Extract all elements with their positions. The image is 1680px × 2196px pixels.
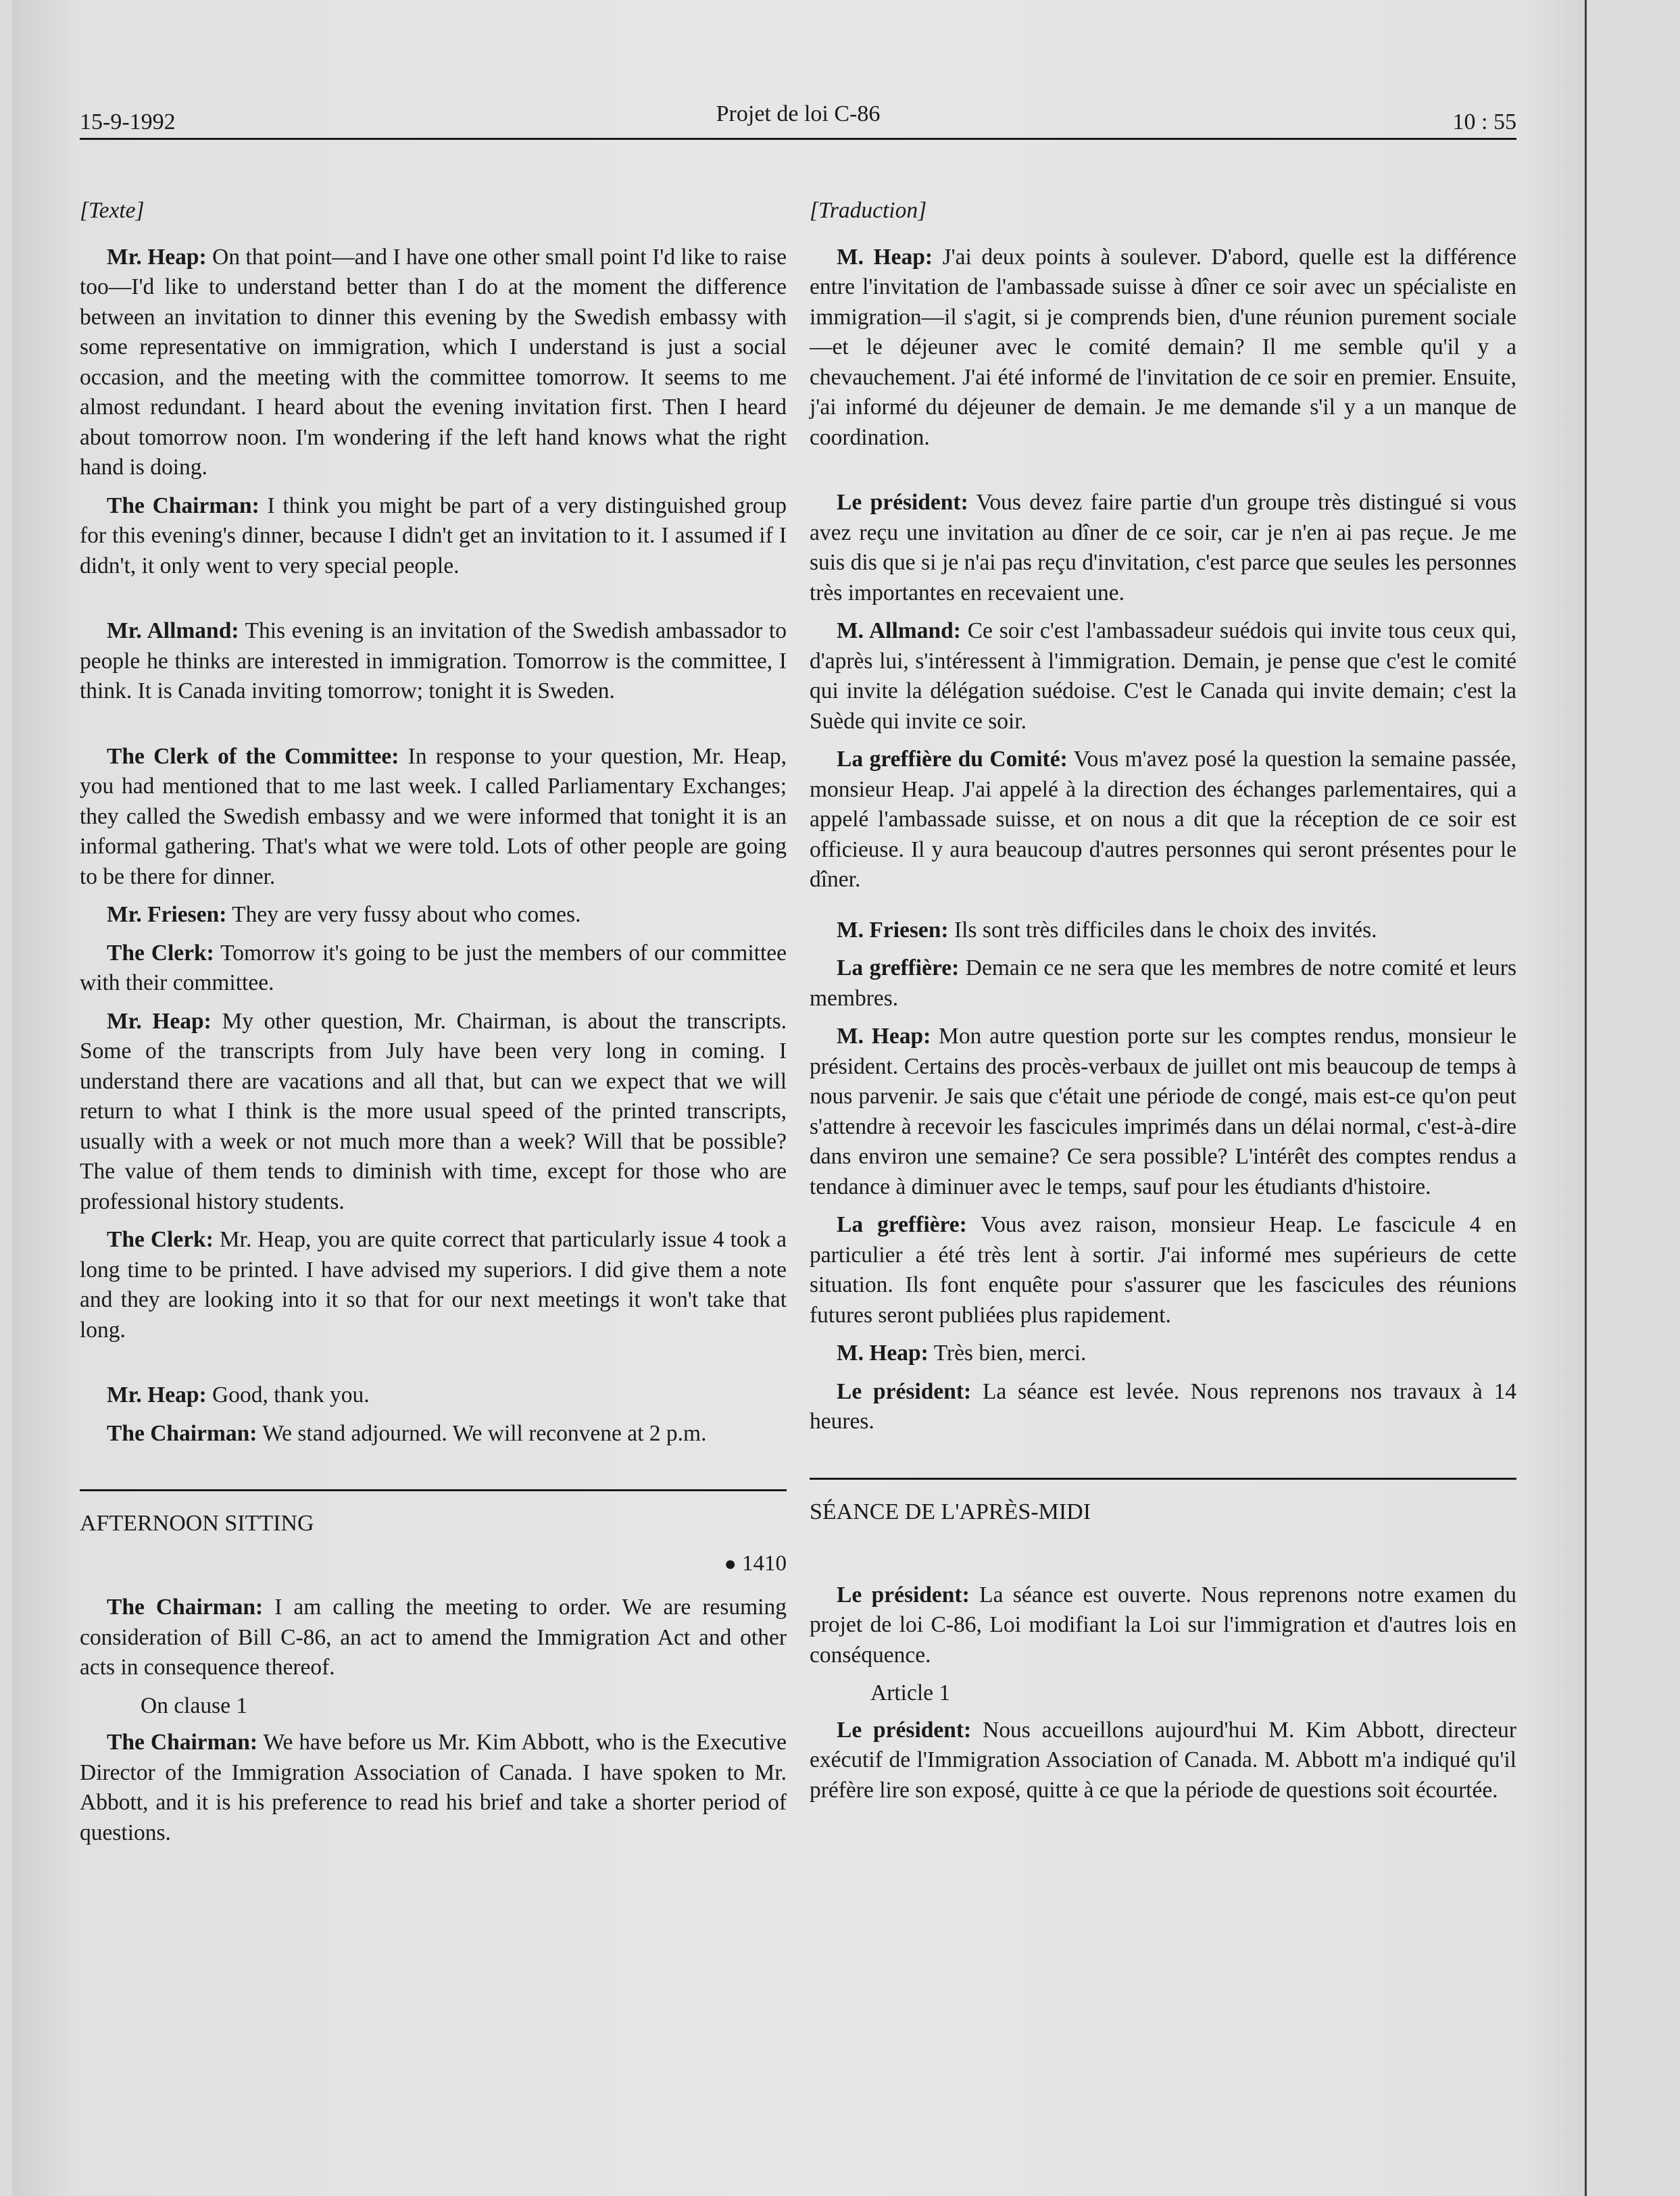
paragraph — [80, 616, 787, 707]
language-tag: [Texte] — [80, 198, 145, 223]
speaker-name: Le président: — [837, 1378, 972, 1404]
page-header — [80, 101, 1516, 142]
page-edge-line — [1585, 0, 1587, 2196]
speaker-name: Mr. Heap: — [107, 1008, 212, 1034]
speech-text: La séance est levée. Nous reprenons nos travaux à 14 heures. — [810, 1378, 1516, 1434]
speech-text: Vous devez faire partie d'un groupe très distingué si vous avez reçu une invitation au dîner de ce soir, car je n'en ai pas reçue. Je me suis dis que si je n'ai pas reçu d'invitation, c'est parce que seules les personnes très importantes en recevaient une. — [810, 490, 1516, 605]
speaker-name: Mr. Heap: — [107, 1382, 207, 1407]
speaker-name: La greffière: — [837, 955, 960, 980]
speech-text: We have before us Mr. Kim Abbott, who is the Executive Director of the Immigration Association of Canada. I have spoken to Mr. Abbott, and it is his preference to read his brief and take a shorter period of questions. — [80, 1730, 787, 1845]
section-heading: AFTERNOON SITTING — [80, 1511, 314, 1536]
paragraph — [810, 1377, 1516, 1437]
speech-text: Vous m'avez posé la question la semaine passée, monsieur Heap. J'ai appelé à la direction des échanges parlementaires, qui a appelé l'ambassade suisse, et on nous a dit que la réception de ce soir est officieuse. Il y aura beaucoup d'autres personnes qui seront présentes pour le dîner. — [810, 747, 1516, 892]
paragraph — [810, 953, 1516, 1014]
paragraph — [80, 491, 787, 582]
speaker-name: M. Friesen: — [837, 917, 949, 943]
french-column — [810, 196, 1516, 1814]
paragraph — [810, 488, 1516, 608]
speaker-name: M. Heap: — [837, 1341, 929, 1366]
speaker-name: Le président: — [837, 490, 968, 515]
speech-text: This evening is an invitation of the Swedish ambassador to people he thinks are interested in immigration. Tomorrow is the committee, I think. It is Canada inviting tomorrow; tonight it is Sweden. — [80, 618, 787, 703]
header-rule — [80, 138, 1516, 140]
section-heading: SÉANCE DE L'APRÈS-MIDI — [810, 1499, 1091, 1524]
speech-text: Nous accueillons aujourd'hui M. Kim Abbott, directeur exécutif de l'Immigration Association of Canada. M. Abbott m'a indiqué qu'il préfère lire son exposé, quitte à ce que la période de questions soit écourtée. — [810, 1717, 1517, 1803]
speech-text: I think you might be part of a very distinguished group for this evening's dinner, because I didn't get an invitation to it. I assumed if I didn't, it only went to very special people. — [80, 493, 787, 578]
speaker-name: M. Heap: — [837, 244, 933, 270]
header-title: Projet de loi C-86 — [716, 101, 881, 126]
header-page-number: 10 : 55 — [1452, 109, 1516, 134]
speech-text: Tomorrow it's going to be just the members of our committee with their committee. — [80, 940, 787, 995]
time-marker — [80, 1549, 787, 1580]
speaker-name: Le président: — [837, 1582, 970, 1607]
speech-text: Vous avez raison, monsieur Heap. Le fascicule 4 en particulier a été très lent à sortir. J'ai informé mes supérieurs de cette situation. Ils font enquête pour s'assurer que les fascicules des réunions futures seront publiées plus rapidement. — [810, 1212, 1516, 1328]
speech-text: I am calling the meeting to order. We are resuming consideration of Bill C-86, an act to amend the Immigration Act and other acts in consequence thereof. — [80, 1595, 787, 1680]
speaker-name: The Chairman: — [107, 1595, 264, 1620]
speech-text: My other question, Mr. Chairman, is about the transcripts. Some of the transcripts from July have been very long in coming. I understand there are vacations and all that, but can we expect that we will return to what I think is the more usual speed of the printed transcripts, usually with a week or not much more than a week? Will that be possible? The value of them tends to diminish with time, except for those who are professional history students. — [80, 1008, 787, 1214]
speaker-name: Le président: — [837, 1717, 972, 1743]
speech-text: Demain ce ne sera que les membres de notre comité et leurs membres. — [810, 955, 1516, 1011]
header-date: 15-9-1992 — [80, 109, 176, 134]
time-value: 1410 — [742, 1551, 787, 1576]
speech-text: Mr. Heap, you are quite correct that particularly issue 4 took a long time to be printed. I have advised my superiors. I did give them a note and they are looking into it so that for our next meetings it won't take that long. — [80, 1227, 787, 1343]
speech-text: Très bien, merci. — [933, 1341, 1087, 1366]
paragraph — [810, 1022, 1516, 1202]
paragraph — [810, 745, 1516, 895]
speech-text: Ils sont très difficiles dans le choix des invités. — [954, 917, 1377, 943]
speaker-name: The Clerk of the Committee: — [107, 743, 399, 769]
speech-text: Ce soir c'est l'ambassadeur suédois qui invite tous ceux qui, d'après lui, s'intéressent à l'immigration. Demain, je pense que c'est le comité qui invite la délégation suédoise. C'est le Canada qui invite demain; c'est la Suède qui invite ce soir. — [810, 618, 1516, 734]
paragraph — [810, 1339, 1516, 1369]
speaker-name: The Clerk: — [107, 940, 214, 966]
bullet-icon: ● — [724, 1552, 737, 1575]
paragraph — [80, 1593, 787, 1683]
paragraph — [810, 1580, 1516, 1671]
paragraph — [80, 742, 787, 893]
paragraph — [80, 1225, 787, 1345]
speaker-name: Mr. Friesen: — [107, 902, 227, 927]
paragraph — [80, 1380, 787, 1411]
speaker-name: The Chairman: — [107, 1730, 258, 1755]
speaker-name: The Chairman: — [107, 1420, 257, 1446]
language-tag: [Traduction] — [810, 198, 927, 223]
speech-text: Mon autre question porte sur les comptes rendus, monsieur le président. Certains des procès-verbaux de juillet ont mis beaucoup de temps à nous parvenir. Je sais que c'était une période de congé, mais est-ce qu'on peut s'attendre à recevoir les fascicules imprimés dans un délai normal, c'est-à-dire dans environ une semaine? Ce sera possible? L'intérêt des comptes rendus a tendance à diminuer avec le temps, sauf pour les étudiants d'histoire. — [810, 1024, 1516, 1199]
speaker-name: M. Allmand: — [837, 618, 961, 643]
paragraph — [810, 243, 1516, 453]
speaker-name: The Clerk: — [107, 1227, 214, 1252]
paragraph — [810, 616, 1516, 737]
speech-text: J'ai deux points à soulever. D'abord, quelle est la différence entre l'invitation de l'ambassade suisse à dîner ce soir avec un spécialiste en immigration—il s'agit, si je comprends bien, d'une réunion purement sociale—et le déjeuner avec le comité demain? Il me semble qu'il y a chevauchement. J'ai été informé de l'invitation de ce soir en premier. Ensuite, j'ai informé du déjeuner de demain. Je me demande s'il y a un manque de coordination. — [810, 244, 1516, 450]
paragraph — [80, 243, 787, 483]
section-rule — [810, 1478, 1516, 1480]
paragraph — [80, 1419, 787, 1449]
section-rule — [80, 1489, 787, 1491]
speaker-name: Mr. Allmand: — [107, 618, 239, 643]
paragraph — [80, 939, 787, 999]
english-column — [80, 196, 787, 1856]
paragraph — [80, 1728, 787, 1848]
clause-heading: On clause 1 — [141, 1693, 248, 1718]
speech-text: Good, thank you. — [212, 1382, 370, 1407]
speaker-name: La greffière: — [837, 1212, 967, 1237]
speaker-name: Mr. Heap: — [107, 244, 207, 270]
speech-text: On that point—and I have one other small point I'd like to raise too—I'd like to understand better than I do at the moment the difference between an invitation to dinner this evening by the Swedish embassy with some representative on immigration, which I understand is just a social occasion, and the meeting with the committee tomorrow. It seems to me almost redundant. I heard about the evening invitation first. Then I heard about tomorrow noon. I'm wondering if the left hand knows what the right hand is doing. — [80, 244, 787, 480]
speaker-name: The Chairman: — [107, 493, 260, 518]
paragraph — [80, 1007, 787, 1218]
speaker-name: M. Heap: — [837, 1024, 931, 1049]
speaker-name: La greffière du Comité: — [837, 747, 1068, 772]
speech-text: We stand adjourned. We will reconvene at 2 p.m. — [262, 1420, 707, 1446]
paragraph — [810, 1716, 1516, 1806]
paragraph — [810, 1210, 1516, 1330]
speech-text: In response to your question, Mr. Heap, you had mentioned that to me last week. I called Parliamentary Exchanges; they called the Swedish embassy and we were informed that tonight it is an informal gathering. That's what we were told. Lots of other people are going to be there for dinner. — [80, 743, 787, 889]
paragraph — [810, 916, 1516, 946]
paragraph — [80, 900, 787, 930]
clause-heading: Article 1 — [870, 1680, 951, 1705]
speech-text: They are very fussy about who comes. — [232, 902, 581, 927]
speech-text: La séance est ouverte. Nous reprenons notre examen du projet de loi C-86, Loi modifiant la Loi sur l'immigration et d'autres lois en conséquence. — [810, 1582, 1517, 1668]
